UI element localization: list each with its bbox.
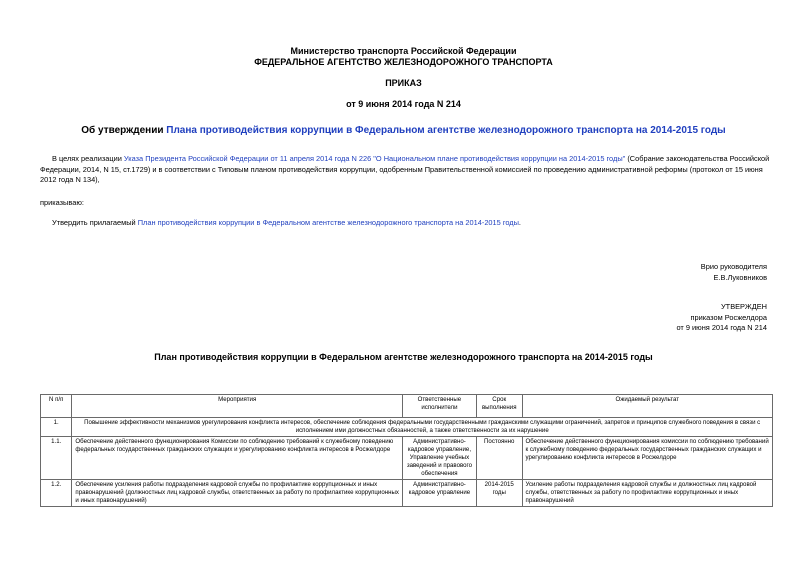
order-word: приказываю: <box>40 198 84 207</box>
row-measure: Обеспечение действенного функционирования Комиссии по соблюдению требований к служебному поведению федеральных государственных гражданских служащих и урегулированию конфликта интересов в Росжелдоре <box>72 437 403 480</box>
column-header: Ответственные исполнители <box>402 395 476 418</box>
document-date: от 9 июня 2014 года N 214 <box>346 99 461 109</box>
agency-title: ФЕДЕРАЛЬНОЕ АГЕНТСТВО ЖЕЛЕЗНОДОРОЖНОГО ТРАНСПОРТА <box>254 57 553 67</box>
section-number: 1. <box>41 418 72 437</box>
section-row <box>41 418 773 437</box>
intro-paragraph <box>40 154 772 186</box>
row-result: Обеспечение действенного функционирования комиссии по соблюдению требований к служебному поведению федеральных государственных гражданских служащих и урегулированию конфликта интересов в Росжелдоре <box>522 437 772 480</box>
column-header: Мероприятия <box>72 395 403 418</box>
approve-plan-link[interactable]: План противодействия коррупции в Федеральном агентстве железнодорожного транспорта на 2014-2015 годы <box>137 218 519 227</box>
table-row <box>41 437 773 480</box>
row-result: Усиление работы подразделения кадровой службы и должностных лиц кадровой службы, ответственных за работу по профилактике коррупционных и иных правонарушений <box>522 480 772 507</box>
signature-name: Е.В.Луковников <box>713 272 767 282</box>
table-header-row <box>41 395 773 418</box>
plan-table <box>40 394 773 507</box>
plan-title: План противодействия коррупции в Федеральном агентстве железнодорожного транспорта на 2014-2015 годы <box>154 352 653 362</box>
row-term: Постоянно <box>476 437 522 480</box>
approval-line2: приказом Росжелдора <box>690 312 767 322</box>
decree-link[interactable]: Указа Президента Российской Федерации от 11 апреля 2014 года N 226 "О Национальном плане противодействия коррупции на 2014-2015 годы" <box>123 154 626 163</box>
approval-line3: от 9 июня 2014 года N 214 <box>676 323 767 332</box>
column-header: Ожидаемый результат <box>522 395 772 418</box>
row-term: 2014-2015 годы <box>476 480 522 507</box>
ministry-title: Министерство транспорта Российской Федерации <box>290 46 517 56</box>
signature-position: Врио руководителя <box>700 262 767 271</box>
column-header: N п/п <box>41 395 72 418</box>
plan-link[interactable]: Плана противодействия коррупции в Федеральном агентстве железнодорожного транспорта на 2014-2015 годы <box>166 125 726 136</box>
row-number: 1.2. <box>41 480 72 507</box>
subject-prefix: Об утверждении <box>81 125 167 136</box>
row-measure: Обеспечение усиления работы подразделения кадровой службы по профилактике коррупционных и иных правонарушений (должностных лиц кадровой службы, ответственных за работу по профилактике коррупционных и иных правонарушений) <box>72 480 403 507</box>
document-subject <box>0 125 807 136</box>
row-number: 1.1. <box>41 437 72 480</box>
intro-prefix: В целях реализации <box>52 154 124 163</box>
approve-prefix: Утвердить прилагаемый <box>52 218 138 227</box>
intro-rest: (Собрание законодательства Российской Федерации, 2014, N 15, ст.1729) и в соответствии с Типовым планом противодействия коррупции, одобренным Правительственной комиссией по проведению административной реформы (протокол от 15 июня 2012 года N 134), <box>40 154 770 184</box>
approve-suffix: . <box>518 218 521 227</box>
document-type: ПРИКАЗ <box>385 78 422 88</box>
approval-line1: УТВЕРЖДЕН <box>720 302 767 311</box>
column-header: Срок выполнения <box>476 395 522 418</box>
approve-paragraph <box>40 218 772 229</box>
section-title: Повышение эффективности механизмов урегулирования конфликта интересов, обеспечение соблюдения федеральными государственными гражданскими служащими ограничений, запретов и принципов служебного поведения в связи с исполнением ими должностных обязанностей, а также ответственности за их нарушение <box>72 418 773 437</box>
table-row <box>41 480 773 507</box>
row-executor: Административно-кадровое управление <box>402 480 476 507</box>
approval-stamp <box>676 302 767 334</box>
row-executor: Административно-кадровое управление, Управление учебных заведений и правового обеспечения <box>402 437 476 480</box>
signature-block <box>701 262 767 283</box>
